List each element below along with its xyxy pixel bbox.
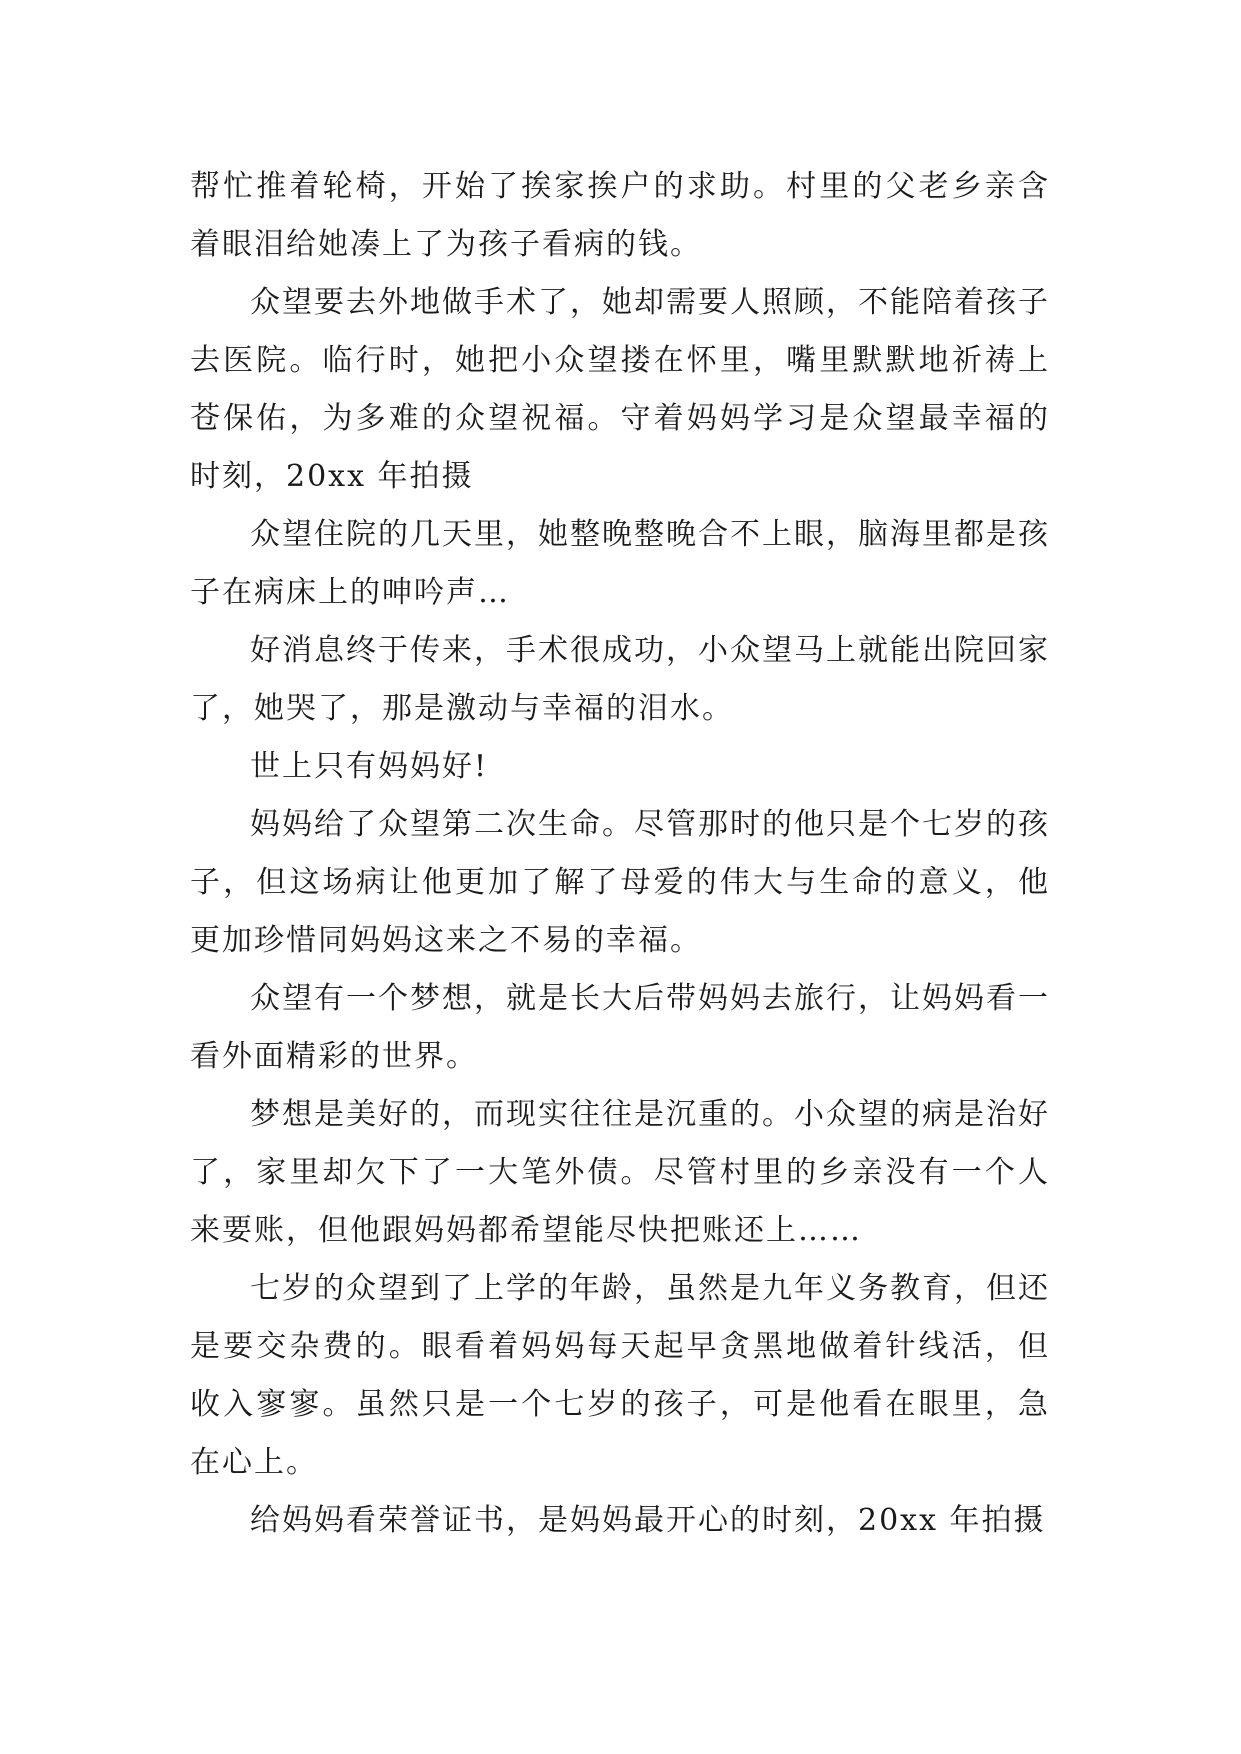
paragraph-8: 梦想是美好的，而现实往往是沉重的。小众望的病是治好了，家里却欠下了一大笔外债。尽管村里的乡亲没有一个人来要账，但他跟妈妈都希望能尽快把账还上…… xyxy=(190,1097,1050,1248)
paragraph-3: 众望住院的几天里，她整晚整晚合不上眼，脑海里都是孩子在病床上的呻吟声… xyxy=(190,517,1050,610)
paragraph-6: 妈妈给了众望第二次生命。尽管那时的他只是个七岁的孩子，但这场病让他更加了解了母爱的伟大与生命的意义，他更加珍惜同妈妈这来之不易的幸福。 xyxy=(190,807,1050,958)
paragraph-9: 七岁的众望到了上学的年龄，虽然是九年义务教育，但还是要交杂费的。眼看着妈妈每天起早贪黑地做着针线活，但收入寥寥。虽然只是一个七岁的孩子，可是他看在眼里，急在心上。 xyxy=(190,1271,1050,1480)
paragraph-7: 众望有一个梦想，就是长大后带妈妈去旅行，让妈妈看一看外面精彩的世界。 xyxy=(190,981,1050,1074)
paragraph-10: 给妈妈看荣誉证书，是妈妈最开心的时刻，20xx 年拍摄 xyxy=(250,1503,1046,1538)
paragraph-1: 帮忙推着轮椅，开始了挨家挨户的求助。村里的父老乡亲含着眼泪给她凑上了为孩子看病的钱。 xyxy=(190,169,1050,262)
paragraph-4: 好消息终于传来，手术很成功，小众望马上就能出院回家了，她哭了，那是激动与幸福的泪水。 xyxy=(190,633,1050,726)
paragraph-5: 世上只有妈妈好! xyxy=(250,749,489,784)
paragraph-2: 众望要去外地做手术了，她却需要人照顾，不能陪着孩子去医院。临行时，她把小众望搂在怀里，嘴里默默地祈祷上苍保佑，为多难的众望祝福。守着妈妈学习是众望最幸福的时刻，20xx 年拍摄 xyxy=(190,285,1050,494)
document-body xyxy=(190,158,1050,1550)
